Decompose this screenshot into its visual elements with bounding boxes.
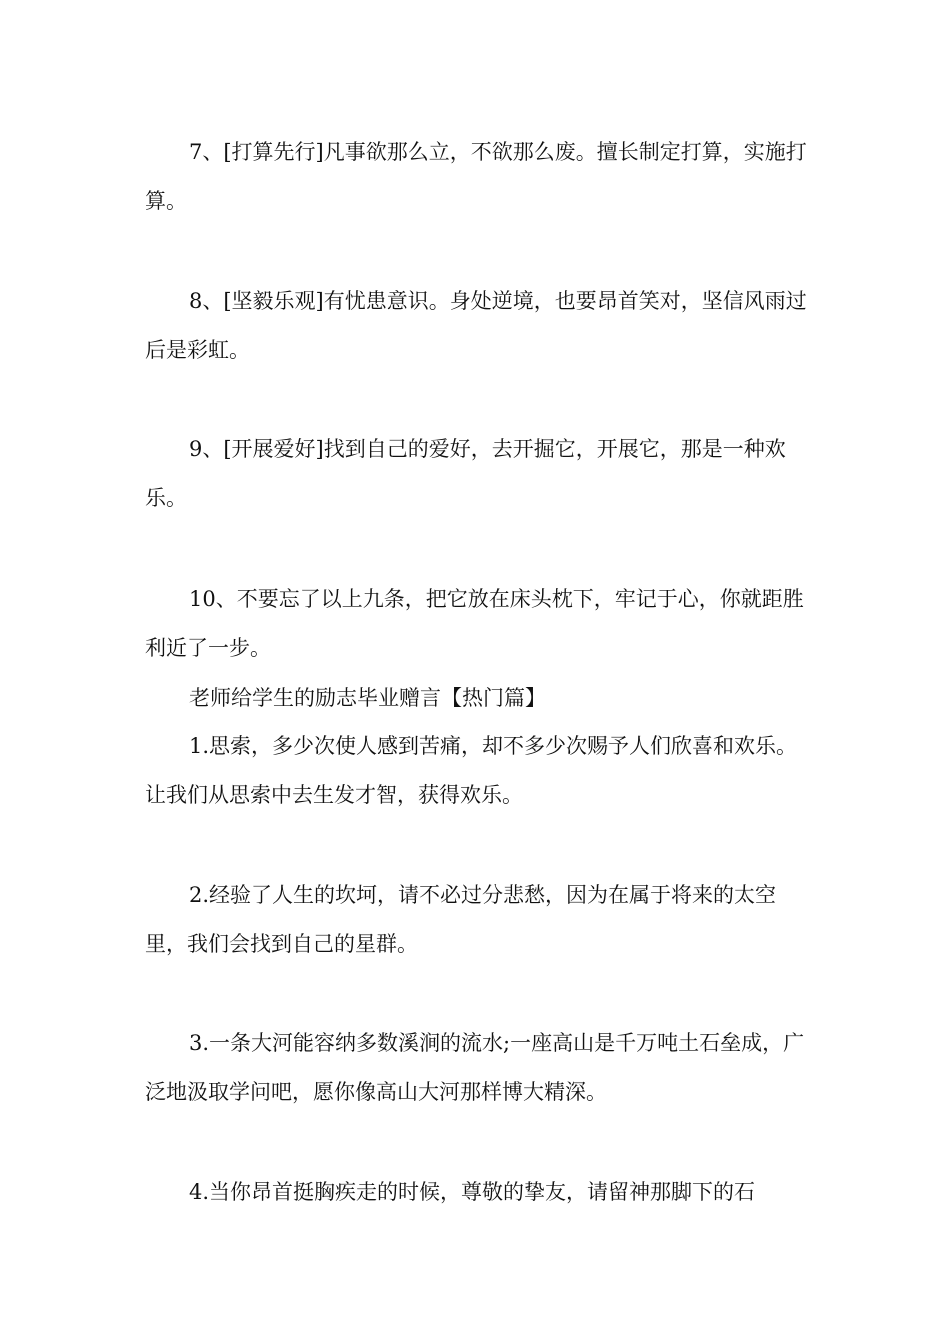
paragraph-item-1: 1.思索，多少次使人感到苦痛，却不多少次赐予人们欣喜和欢乐。让我们从思索中去生发才智，获得欢乐。 bbox=[145, 734, 798, 807]
paragraph-10-remember: 10、不要忘了以上九条，把它放在床头枕下，牢记于心，你就距胜利近了一步。 bbox=[145, 587, 804, 660]
section-heading: 老师给学生的励志毕业赠言【热门篇】 bbox=[189, 686, 546, 710]
paragraph-9-hobbies: 9、[开展爱好]找到自己的爱好，去开掘它，开展它，那是一种欢乐。 bbox=[145, 437, 786, 510]
paragraph-item-2: 2.经验了人生的坎坷，请不必过分悲愁，因为在属于将来的太空里，我们会找到自己的星群。 bbox=[145, 883, 777, 956]
paragraph-7-planning: 7、[打算先行]凡事欲那么立，不欲那么废。擅长制定打算，实施打算。 bbox=[145, 140, 807, 213]
paragraph-item-3: 3.一条大河能容纳多数溪涧的流水;一座高山是千万吨土石垒成，广泛地汲取学问吧，愿你像高山大河那样博大精深。 bbox=[145, 1031, 805, 1104]
paragraph-item-4: 4.当你昂首挺胸疾走的时候，尊敬的挚友，请留神那脚下的石 bbox=[189, 1180, 756, 1204]
paragraph-8-optimism: 8、[坚毅乐观]有忧患意识。身处逆境，也要昂首笑对，坚信风雨过后是彩虹。 bbox=[145, 289, 807, 362]
